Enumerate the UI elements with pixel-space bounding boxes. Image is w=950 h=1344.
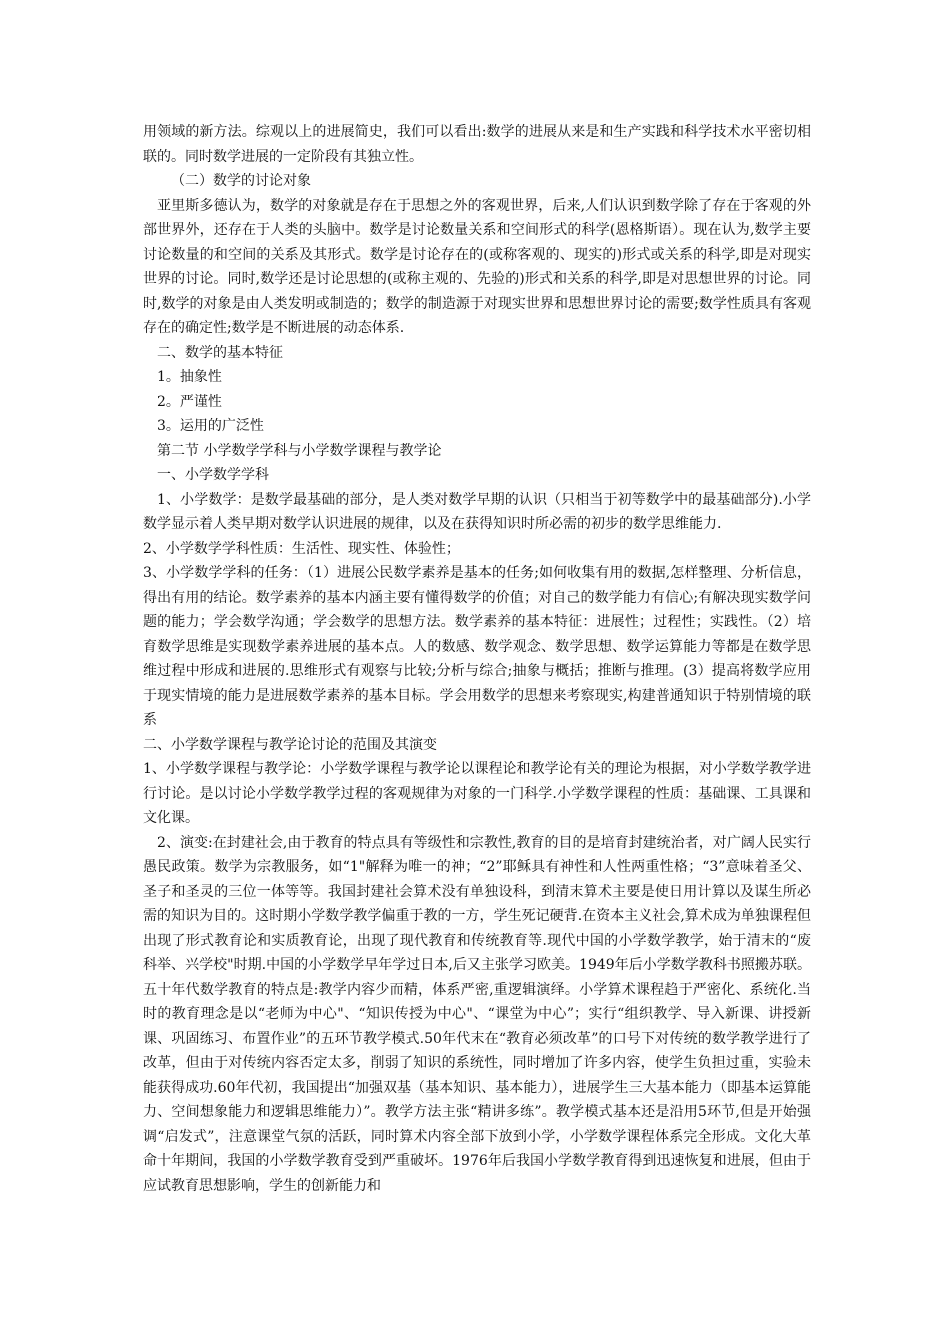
list-item-rigor: 2。严谨性 — [157, 393, 222, 410]
heading-section-two: 第二节 小学数学学科与小学数学课程与教学论 — [157, 442, 442, 459]
heading-basic-features: 二、数学的基本特征 — [157, 344, 283, 361]
paragraph-history-summary: 用领域的新方法。综观以上的进展简史，我们可以看出:数学的进展从来是和生产实践和科学技术水平密切相联的。同时数学进展的一定阶段有其独立性。 — [143, 124, 811, 165]
heading-research-object: （二）数学的讨论对象 — [171, 173, 311, 189]
document-page — [143, 120, 811, 1198]
paragraph-subject-nature: 2、小学数学学科性质：生活性、现实性、体验性； — [143, 540, 460, 557]
heading-primary-math-subject: 一、小学数学学科 — [157, 467, 269, 483]
paragraph-curriculum-definition: 1、小学数学课程与教学论：小学数学课程与教学论以课程论和教学论有关的理论为根据，对小学数学教学进行讨论。是以讨论小学数学教学过程的客观规律为对象的一门科学.小学数学课程的性质：基础课、工具课和文化课。 — [143, 761, 811, 826]
paragraph-aristotle: 亚里斯多德认为，数学的对象就是存在于思想之外的客观世界，后来,人们认识到数学除了存在于客观的外部世界外，还存在于人类的头脑中。数学是讨论数量关系和空间形式的科学(恩格斯语）。现在认为,数学主要讨论数量的和空间的关系及其形式。数学是讨论存在的(或称客观的、现实的)形式或关系的科学,即是对现实世界的讨论。同时,数学还是讨论思想的(或称主观的、先验的)形式和关系的科学,即是对思想世界的讨论。同时,数学的对象是由人类发明或制造的；数学的制造源于对现实世界和思想世界讨论的需要;数学性质具有客观存在的确定性;数学是不断进展的动态体系. — [143, 197, 811, 336]
paragraph-primary-math-definition: 1、小学数学：是数学最基础的部分，是人类对数学早期的认识（只相当于初等数学中的最基础部分).小学数学显示着人类早期对数学认识进展的规律，以及在获得知识时所必需的初步的数学思维能力. — [143, 491, 811, 532]
paragraph-evolution: 2、演变:在封建社会,由于教育的特点具有等级性和宗教性,教育的目的是培育封建统治者，对广阔人民实行愚民政策。数学为宗教服务，如“1"解释为唯一的神；“2”耶稣具有神性和人性两重性格；“3”意味着圣父、圣子和圣灵的三位一体等等。我国封建社会算术没有单独设科，到清末算术主要是使日用计算以及谋生所必需的知识为目的。这时期小学数学教学偏重于教的一方，学生死记硬背.在资本主义社会,算术成为单独课程但出现了形式教育论和实质教育论，出现了现代教育和传统教育等.现代中国的小学数学教学，始于清末的“废科举、兴学校"时期.中国的小学数学早年学过日本,后又主张学习欧美。1949年后小学数学教科书照搬苏联。五十年代数学教育的特点是:教学内容少而精，体系严密,重逻辑演绎。小学算术课程趋于严密化、系统化.当时的教育理念是以“老师为中心"、“知识传授为中心"、“课堂为中心”；实行“组织教学、导入新课、讲授新课、巩固练习、布置作业”的五环节教学模式.50年代末在“教育必须改革”的口号下对传统的数学教学进行了改革，但由于对传统内容否定太多，削弱了知识的系统性，同时增加了许多内容，使学生负担过重，实验未能获得成功.60年代初，我国提出“加强双基（基本知识、基本能力），进展学生三大基本能力（即基本运算能力、空间想象能力和逻辑思维能力）”。教学方法主张“精讲多练”。教学模式基本还是沿用5环节,但是开始强调“启发式”，注意课堂气氛的活跃，同时算术内容全部下放到小学，小学数学课程体系完全形成。文化大革命十年期间，我国的小学数学教育受到严重破坏。1976年后我国小学数学教育得到迅速恢复和进展，但由于应试教育思想影响，学生的创新能力和 — [143, 834, 811, 1194]
heading-curriculum-scope: 二、小学数学课程与教学论讨论的范围及其演变 — [143, 736, 437, 753]
list-item-abstractness: 1。抽象性 — [157, 369, 222, 385]
paragraph-subject-tasks: 3、小学数学学科的任务：（1）进展公民数学素养是基本的任务;如何收集有用的数据,怎样整理、分析信息，得出有用的结论。数学素养的基本内涵主要有懂得数学的价值；对自己的数学能力有信心;有解决现实数学问题的能力；学会数学沟通；学会数学的思想方法。数学素养的基本特征：进展性；过程性；实践性。（2）培育数学思维是实现数学素养进展的基本点。人的数感、数学观念、数学思想、数学运算能力等都是在数学思维过程中形成和进展的.思维形式有观察与比较;分析与综合;抽象与概括；推断与推理。(3）提高将数学应用于现实情境的能力是进展数学素养的基本目标。学会用数学的思想来考察现实,构建普通知识于特别情境的联系 — [143, 565, 811, 728]
list-item-wide-application: 3。运用的广泛性 — [157, 418, 264, 434]
